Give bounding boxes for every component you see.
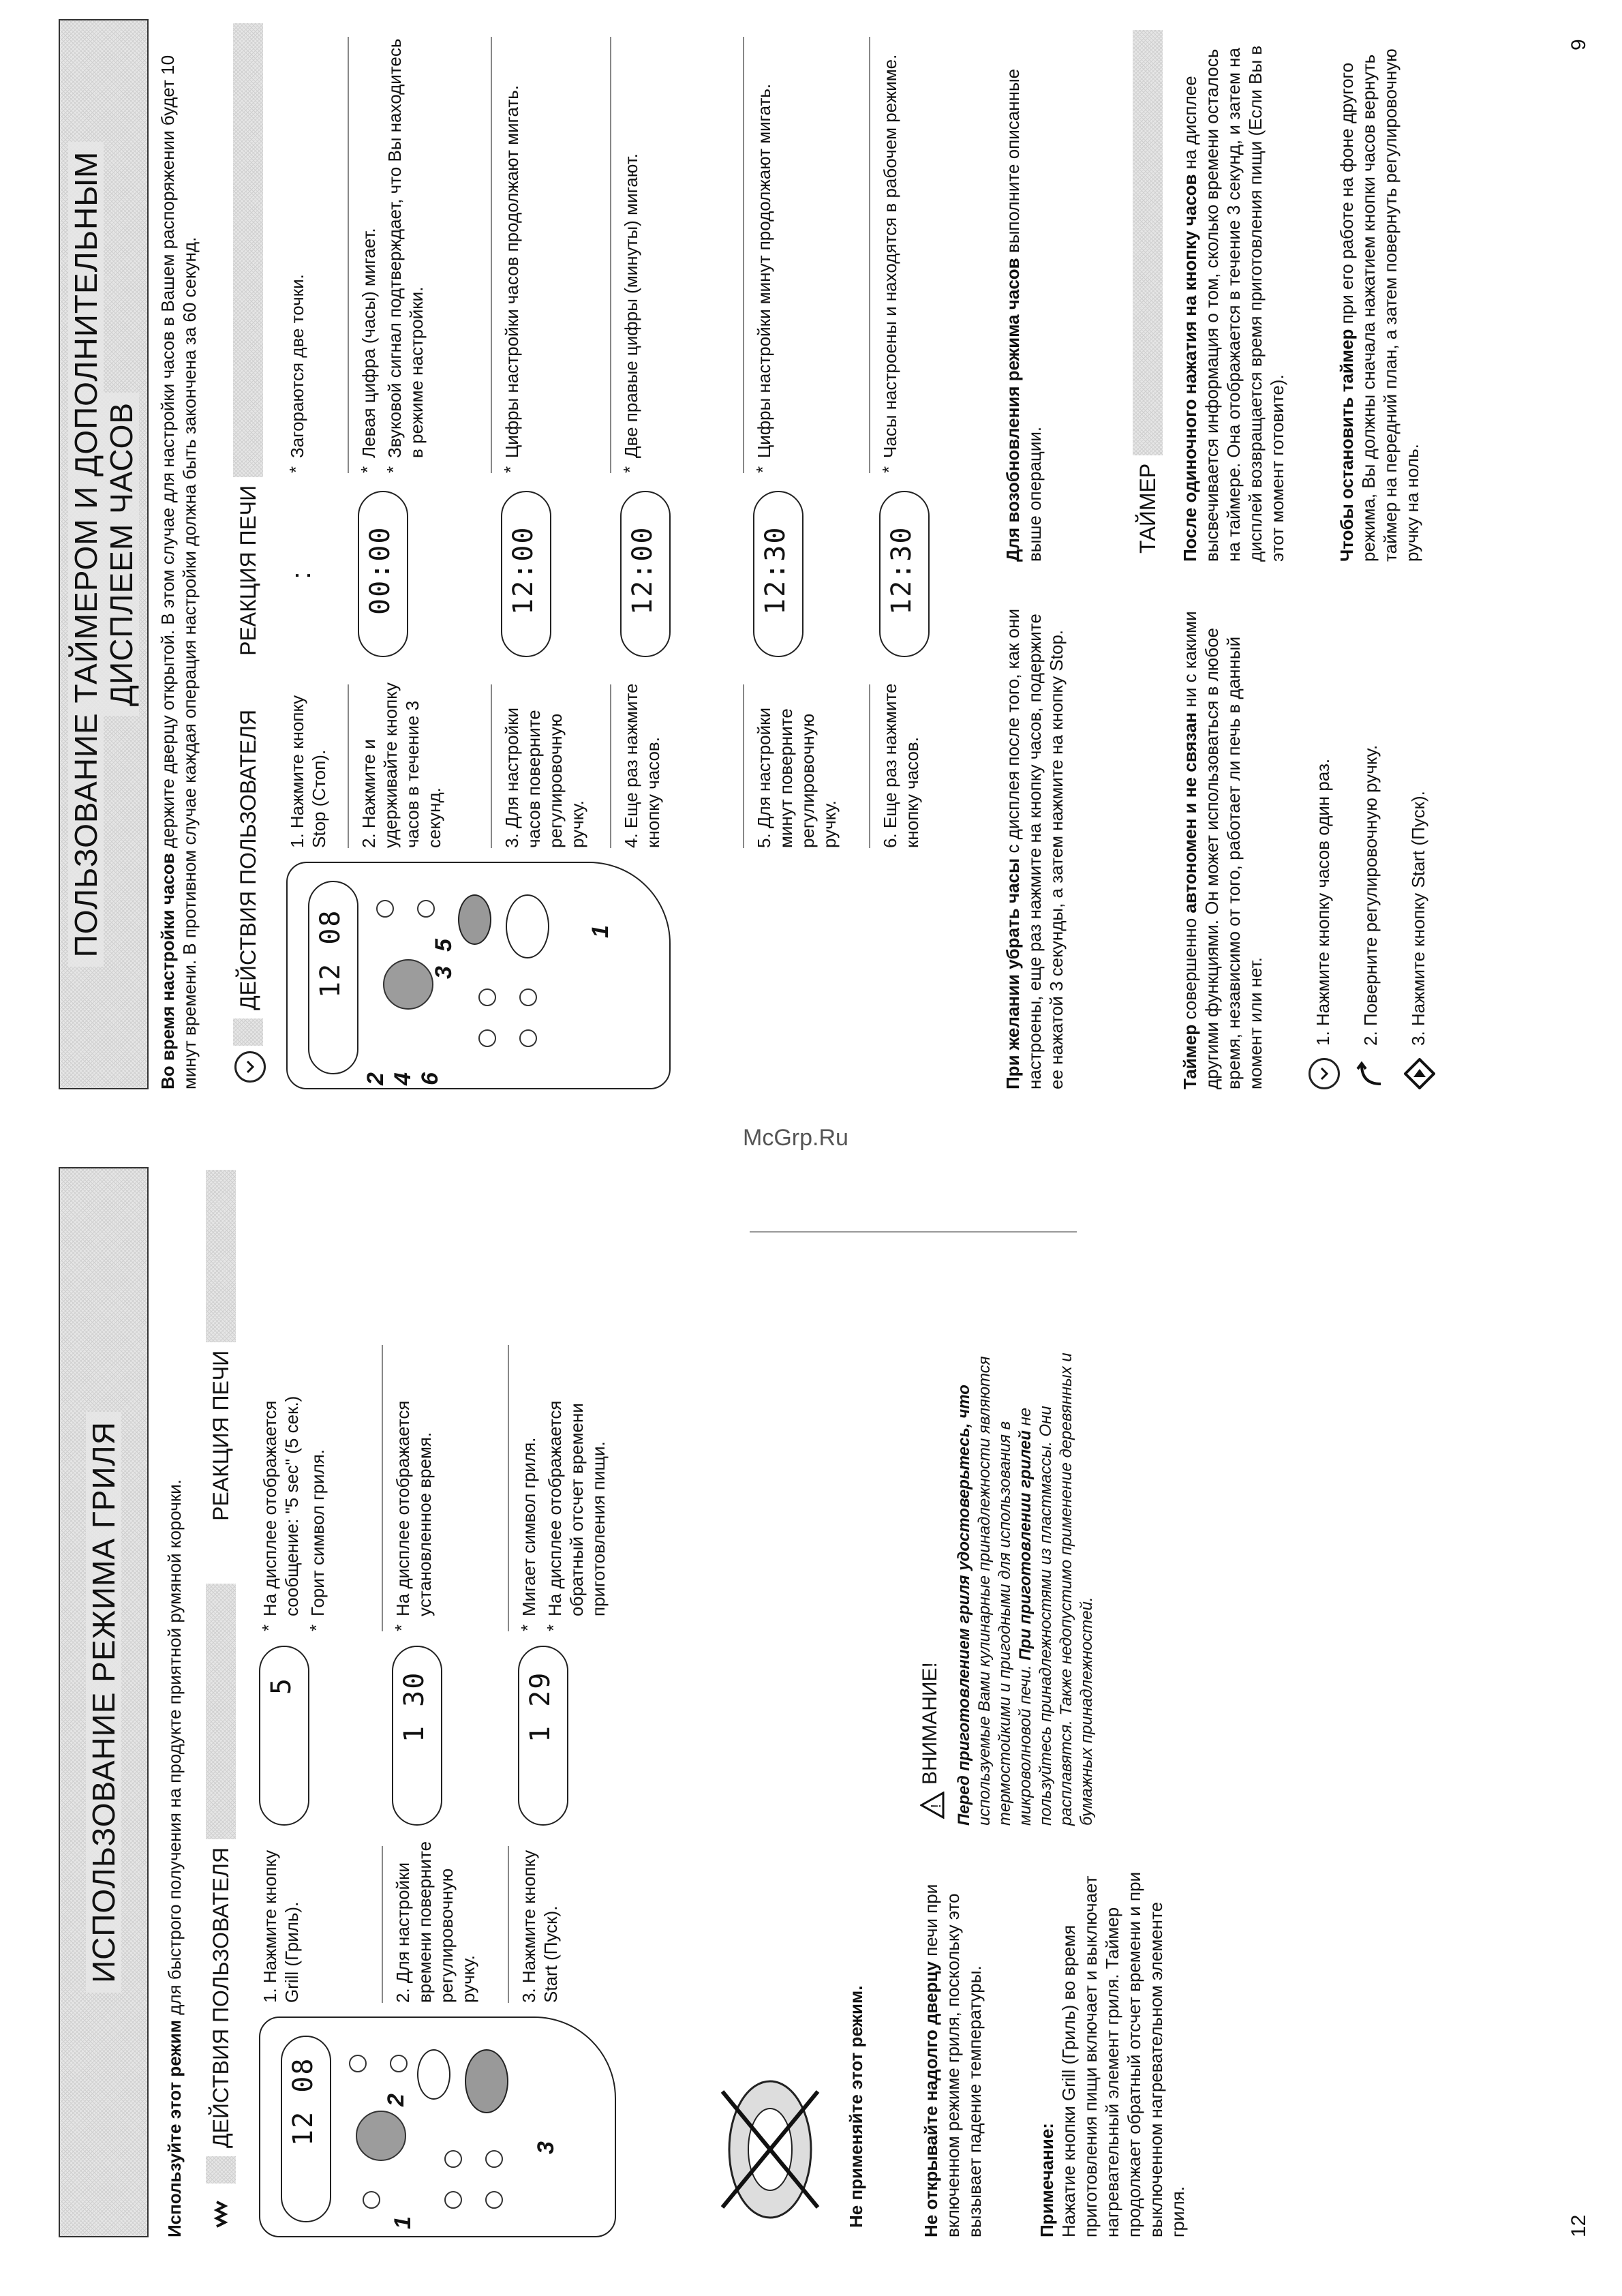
clock-icon [234,1051,266,1083]
stop-button[interactable] [417,2049,450,2100]
step-1-display: : [286,571,316,579]
step-2-reaction: * На дисплее отображается установленное время. [392,1331,440,1631]
step-2-action: 2. Для настройки времени поверните регулировочную ручку. [393,1841,478,2003]
note-block: Примечание: Нажатие кнопки Grill (Гриль) во время приготовления пищи включает и выключает нагревательный элемент гриля. Таймер продолжает обратный отсчет времени и при выключенном нагревательном элементе гриля. [1037,1871,1188,2237]
header-reaction: РЕАКЦИЯ ПЕЧИ [232,477,264,664]
step-2-display: 1 30 [392,1646,442,1826]
step-6-action: 6. Еще раз нажмите кнопку часов. [880,683,922,848]
plus-button[interactable] [376,900,394,918]
grill-button[interactable] [363,2191,380,2209]
page-title: ИСПОЛЬЗОВАНИЕ РЕЖИМА ГРИЛЯ [59,1167,149,2237]
minus-button[interactable] [390,2055,408,2072]
start-diamond-icon [1404,1058,1435,1089]
panel-display: 12 08 [308,881,358,1074]
panel-button[interactable] [444,2191,462,2209]
header-actions: ДЕЙСТВИЯ ПОЛЬЗОВАТЕЛЯ [232,701,264,1018]
callout-4: 4 [390,1072,416,1085]
step-1-action: 1. Нажмите кнопку Grill (Гриль). [260,1849,302,2003]
step-6-reaction: * Часы настроены и находятся в рабочем режиме. [879,37,905,473]
timer-step-3: 3. Нажмите кнопку Start (Пуск). [1408,791,1428,1046]
column-headers [204,1170,237,2184]
step-4-display: 12:00 [620,491,671,657]
callout-2: 2 [363,1072,388,1085]
warning-icon [920,1792,945,1819]
callout-5: 5 [431,939,457,952]
step-1-display: 5 [259,1646,309,1826]
panel-button[interactable] [485,2191,503,2209]
timer-step-2: 2. Поверните регулировочную ручку. [1360,744,1381,1046]
control-knob[interactable] [356,2111,406,2161]
remove-clock-paragraph: При желании убрать часы с дисплея после того, как они настроены, еще раз нажмите на кнопку часов, подержите ее нажатой 3 секунды, а затем нажмите на кнопку Stop. [1003,608,1067,1089]
step-1-reaction: * На дисплее отображается сообщение: "5 sec" (5 сек.) * Горит символ гриля. [259,1331,333,1631]
panel-display: 12 08 [281,2036,331,2222]
header-actions: ДЕЙСТВИЯ ПОЛЬЗОВАТЕЛЯ [204,1839,237,2156]
rotate-knob-icon [1356,1059,1386,1089]
step-3-reaction: * Цифры настройки часов продолжают мигать. [501,37,527,473]
step-3-action: 3. Для настройки часов поверните регулировочную ручку. [502,707,587,848]
step-2-action: 2. Нажмите и удерживайте кнопку часов в течение 3 секунд. [358,682,444,848]
page-number-right: 9 [1567,39,1590,50]
warning-title: ВНИМАНИЕ! [919,1662,941,1785]
grill-icon [213,2201,230,2228]
step-2-display: 00:00 [358,491,408,657]
no-metal-dish-icon [716,2071,825,2228]
timer-stop-paragraph: Чтобы остановить таймер при его работе на фоне другого режима, Вы должны сначала нажатием кнопки часов вернуть таймер на передний план, а затем повернуть регулировочную ручку на ноль. [1336,48,1422,562]
start-button[interactable] [506,894,549,958]
step-3-reaction: * Мигает символ гриля. * На дисплее отображается обратный отсчет времени приготовления пищи. [518,1331,613,1631]
step-3-display: 12:00 [501,491,551,657]
timer-remaining-paragraph: После одиночного нажатия на кнопку часов на дисплее высвечивается информация о том, сколько времени осталось на таймере. Она отображается в течение 3 секунд, и затем на дисплей возвращается время приготовления пищи (Если Вы в этот момент готовите). [1180,45,1287,562]
step-3-display: 1 29 [518,1646,568,1826]
page-grill-mode [0,1148,1622,2296]
not-use-caption: Не применяйте этот режим. [846,1985,866,2228]
control-knob[interactable] [383,959,433,1010]
restore-clock-paragraph: Для возобновления режима часов выполните описанные выше операции. [1003,68,1045,562]
clock-icon [1309,1058,1340,1089]
step-1-action: 1. Нажмите кнопку Stop (Стоп). [287,695,329,848]
page-title: ПОЛЬЗОВАНИЕ ТАЙМЕРОМ И ДОПОЛНИТЕЛЬНЫМ ДИСПЛЕЕМ ЧАСОВ [59,19,149,1089]
step-5-action: 5. Для настройки минут поверните регулировочную ручку. [754,707,840,848]
column-headers [232,23,264,1046]
intro-paragraph: Во время настройки часов держите дверцу открытой. В этом случае для настройки часов в Вашем распоряжении будет 10 минут времени. В противном случае каждая операция настройки должна быть закончена за 60 секунд. [157,55,200,1089]
step-4-reaction: * Две правые цифры (минуты) мигают. [620,37,646,473]
start-button[interactable] [465,2049,508,2113]
step-5-display: 12:30 [753,491,804,657]
page-number-left: 12 [1567,2214,1590,2237]
callout-6: 6 [417,1072,443,1085]
timer-intro: Таймер совершенно автономен и не связан ни с какими другими функциями. Он может использоваться в любое время, независимо от того, работает ли печь в данный момент или нет. [1180,611,1266,1089]
panel-button[interactable] [444,2150,462,2168]
step-5-reaction: * Цифры настройки минут продолжают мигать. [753,37,779,473]
callout-1: 1 [587,925,613,938]
panel-button[interactable] [519,1029,537,1047]
panel-button[interactable] [478,1029,496,1047]
control-panel-illustration [286,862,671,1089]
step-2-reaction: * Левая цифра (часы) мигает. * Звуковой сигнал подтверждает, что Вы находитесь в режиме настройки. [358,37,431,473]
watermark: McGrp.Ru [743,1125,848,1151]
intro-paragraph: Используйте этот режим для быстрого получения на продукте приятной румяной корочки. [164,1479,185,2237]
panel-button[interactable] [478,988,496,1006]
header-reaction: РЕАКЦИЯ ПЕЧИ [204,1342,237,1529]
timer-title: ТАЙМЕР [1131,455,1164,562]
control-panel-illustration [259,2016,616,2237]
plus-button[interactable] [349,2055,367,2072]
step-4-action: 4. Еще раз нажмите кнопку часов. [621,683,663,848]
timer-header [1131,30,1164,562]
timer-step-1: 1. Нажмите кнопку часов один раз. [1313,758,1333,1046]
stop-button[interactable] [458,894,491,945]
panel-button[interactable] [485,2150,503,2168]
minus-button[interactable] [417,900,435,918]
step-1-reaction: * Загораются две точки. [286,37,312,473]
step-6-display: 12:30 [879,491,930,657]
callout-1: 1 [390,2216,416,2229]
step-3-action: 3. Нажмите кнопку Start (Пуск). [519,1849,561,2003]
panel-button[interactable] [519,988,537,1006]
callout-3: 3 [431,966,457,979]
callout-2: 2 [383,2094,409,2106]
svg-text:!: ! [929,1804,944,1808]
callout-3: 3 [533,2141,559,2154]
door-notice: Не открывайте надолго дверцу печи при включенном режиме гриля, поскольку это вызывает падение температуры. [921,1884,985,2237]
warning-text: Перед приготовлением гриля удостоверьтесь, что используемые Вами кулинарные принадлежности являются термостойкими и пригодными для использования в микроволновой печи. При приготовлении грилей не пользуйтесь принадлежностями из пластмассы. Они расплавятся. Также недопустимо применение деревянных и бумажных принадлежностей. [955,1353,1096,1826]
